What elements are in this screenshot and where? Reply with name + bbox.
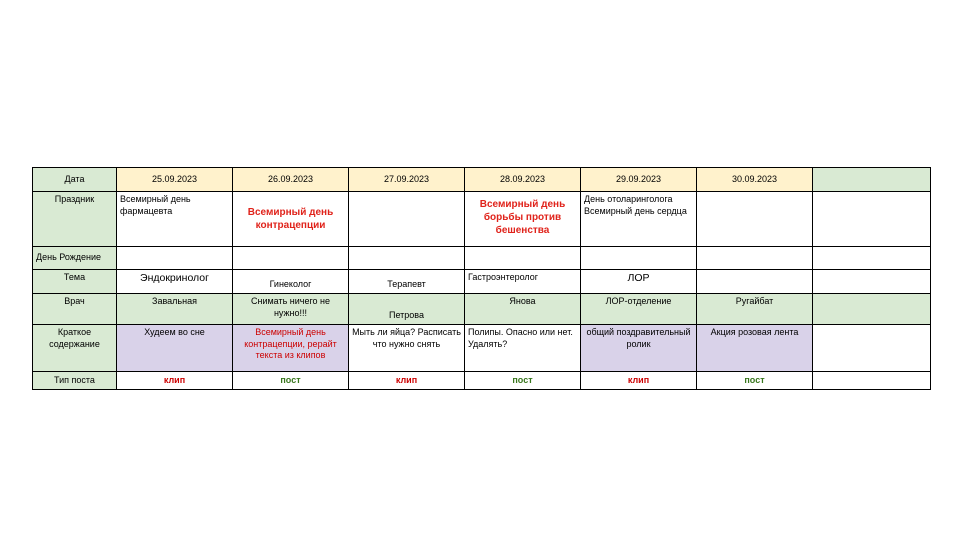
holiday-cell[interactable] — [697, 192, 813, 247]
row-theme — [33, 270, 931, 294]
doctor-cell[interactable]: Янова — [465, 294, 581, 325]
row-summary — [33, 325, 931, 372]
theme-cell[interactable]: Эндокринолог — [117, 270, 233, 294]
empty-cell[interactable] — [813, 372, 931, 390]
doctor-cell[interactable]: Снимать ничего не нужно!!! — [233, 294, 349, 325]
post-type-cell[interactable]: клип — [581, 372, 697, 390]
date-cell[interactable]: 27.09.2023 — [349, 168, 465, 192]
birthday-cell[interactable] — [233, 247, 349, 270]
row-birthday — [33, 247, 931, 270]
doctor-cell[interactable]: Петрова — [349, 294, 465, 325]
row-date — [33, 168, 931, 192]
empty-cell[interactable] — [813, 192, 931, 247]
summary-cell[interactable]: Акция розовая лента — [697, 325, 813, 372]
holiday-cell[interactable] — [349, 192, 465, 247]
label-summary[interactable]: Краткое содержание — [33, 325, 117, 372]
row-post-type — [33, 372, 931, 390]
label-holiday[interactable]: Праздник — [33, 192, 117, 247]
empty-cell[interactable] — [813, 270, 931, 294]
label-date[interactable]: Дата — [33, 168, 117, 192]
birthday-cell[interactable] — [117, 247, 233, 270]
post-type-cell[interactable]: пост — [697, 372, 813, 390]
label-birthday[interactable]: День Рождение — [33, 247, 117, 270]
doctor-cell[interactable]: ЛОР-отделение — [581, 294, 697, 325]
empty-cell[interactable] — [813, 325, 931, 372]
doctor-cell[interactable]: Завальная — [117, 294, 233, 325]
row-holiday — [33, 192, 931, 247]
summary-cell[interactable]: Всемирный день контрацепции, рерайт текста из клипов — [233, 325, 349, 372]
date-cell[interactable]: 25.09.2023 — [117, 168, 233, 192]
birthday-cell[interactable] — [581, 247, 697, 270]
summary-cell[interactable]: Худеем во сне — [117, 325, 233, 372]
holiday-cell[interactable]: Всемирный день контрацепции — [233, 192, 349, 247]
content-plan-table — [32, 167, 931, 390]
summary-cell[interactable]: Мыть ли яйца? Расписать что нужно снять — [349, 325, 465, 372]
post-type-cell[interactable]: пост — [233, 372, 349, 390]
date-cell[interactable]: 30.09.2023 — [697, 168, 813, 192]
birthday-cell[interactable] — [349, 247, 465, 270]
row-doctor — [33, 294, 931, 325]
date-cell[interactable]: 26.09.2023 — [233, 168, 349, 192]
date-cell[interactable]: 29.09.2023 — [581, 168, 697, 192]
holiday-cell[interactable]: День отоларинголога Всемирный день сердца — [581, 192, 697, 247]
empty-cell[interactable] — [813, 247, 931, 270]
theme-cell[interactable]: Гинеколог — [233, 270, 349, 294]
birthday-cell[interactable] — [465, 247, 581, 270]
birthday-cell[interactable] — [697, 247, 813, 270]
theme-cell[interactable]: Гастроэнтеролог — [465, 270, 581, 294]
summary-cell[interactable]: Полипы. Опасно или нет. Удалять? — [465, 325, 581, 372]
label-doctor[interactable]: Врач — [33, 294, 117, 325]
empty-cell[interactable] — [813, 168, 931, 192]
post-type-cell[interactable]: клип — [117, 372, 233, 390]
label-theme[interactable]: Тема — [33, 270, 117, 294]
post-type-cell[interactable]: клип — [349, 372, 465, 390]
theme-cell[interactable]: Терапевт — [349, 270, 465, 294]
theme-cell[interactable]: ЛОР — [581, 270, 697, 294]
date-cell[interactable]: 28.09.2023 — [465, 168, 581, 192]
label-post-type[interactable]: Тип поста — [33, 372, 117, 390]
holiday-cell[interactable]: Всемирный день фармацевта — [117, 192, 233, 247]
post-type-cell[interactable]: пост — [465, 372, 581, 390]
holiday-cell[interactable]: Всемирный день борьбы против бешенства — [465, 192, 581, 247]
summary-cell[interactable]: общий поздравительный ролик — [581, 325, 697, 372]
theme-cell[interactable] — [697, 270, 813, 294]
doctor-cell[interactable]: Ругайбат — [697, 294, 813, 325]
empty-cell[interactable] — [813, 294, 931, 325]
